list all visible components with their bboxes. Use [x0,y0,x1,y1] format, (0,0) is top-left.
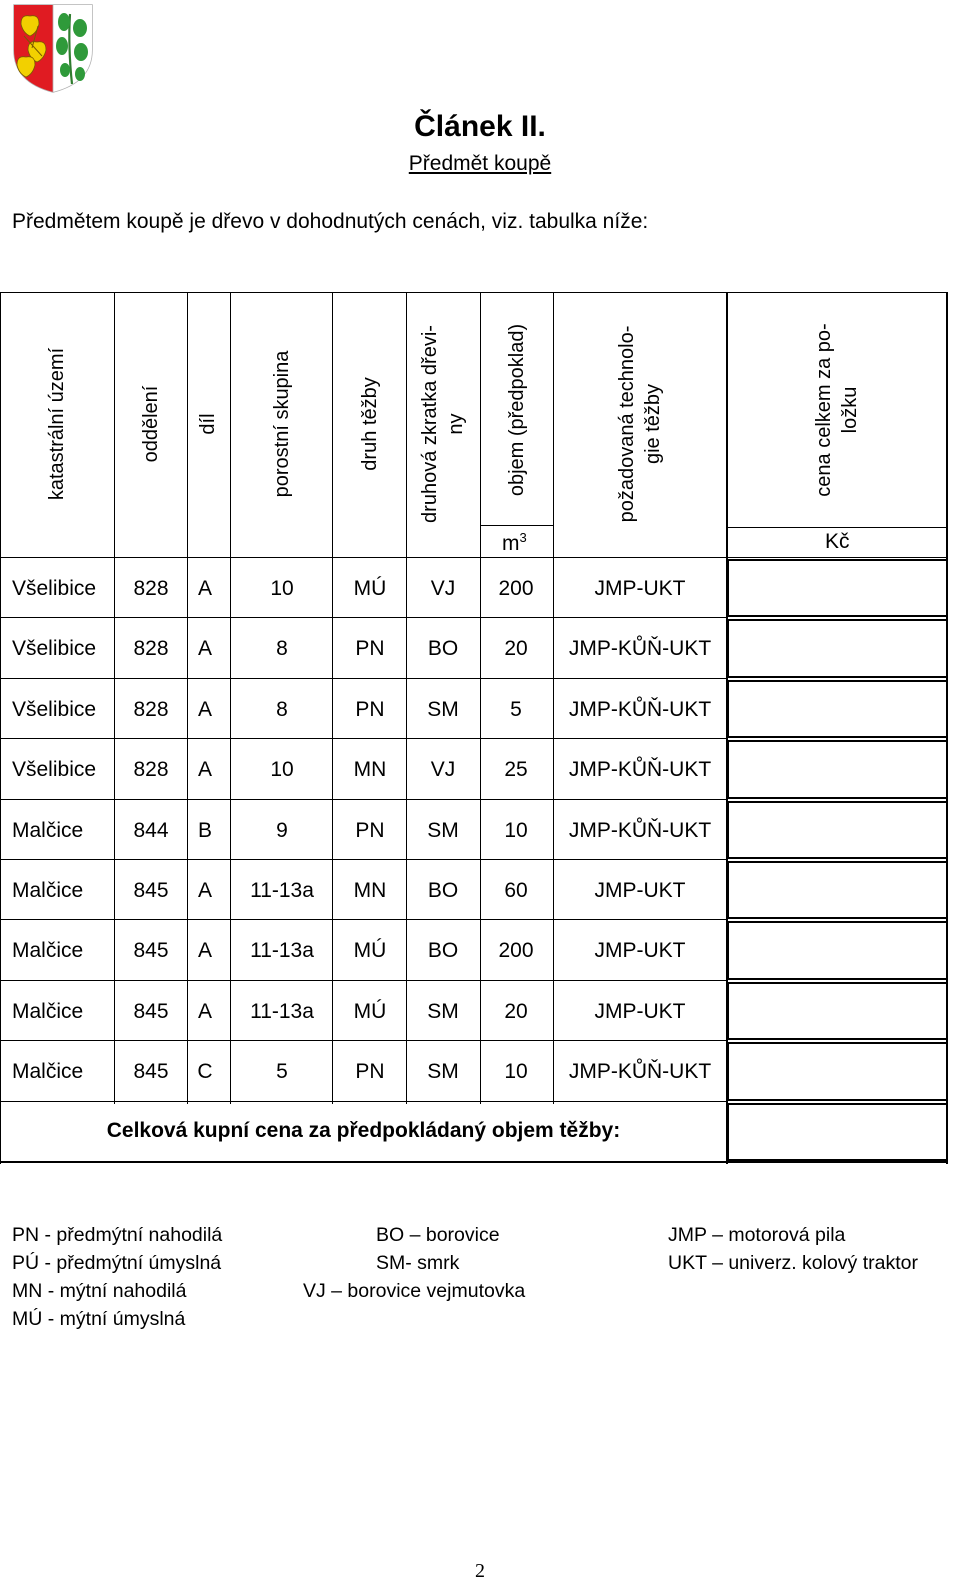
cell-technologie: JMP-KŮŇ-UKT [568,758,712,782]
table-header-divider [480,525,554,526]
price-input-cell [727,861,948,919]
cell-dil: A [197,697,213,721]
cell-technologie: JMP-KŮŇ-UKT [568,637,712,661]
cell-porost: 5 [276,1060,288,1084]
cell-oddeleni: 845 [133,999,169,1023]
header-katastr: katastrální území [46,347,68,501]
row-divider [0,1101,727,1102]
price-input-cell [727,619,948,677]
price-input-cell [727,921,948,979]
price-input-cell [727,801,948,859]
cell-oddeleni: 828 [133,697,169,721]
header-oddeleni: oddělení [140,385,162,463]
cell-technologie: JMP-KŮŇ-UKT [568,818,712,842]
header-drevina-line1: druhová zkratka dřevi- [419,325,441,523]
article-title: Článek II. [414,110,546,143]
cell-oddeleni: 845 [133,939,169,963]
legend-item: PN - předmýtní nahodilá [12,1224,223,1246]
cell-dil: A [197,637,213,661]
table-col-divider [187,292,188,1104]
row-divider [0,980,727,981]
price-input-cell [727,1042,948,1100]
cell-technologie: JMP-UKT [594,999,686,1023]
row-divider [0,799,727,800]
cell-porost: 11-13a [250,999,314,1023]
cell-dil: B [197,818,213,842]
legend-harvest-types [12,1221,222,1333]
table-border-top [0,292,948,293]
price-input-cell [727,680,948,738]
legend-item: VJ – borovice vejmutovka [303,1280,526,1302]
header-druh-tezby: druh těžby [359,377,381,471]
total-price-cell [727,1103,948,1161]
cell-objem: 200 [498,939,534,963]
cell-technologie: JMP-UKT [594,879,686,902]
cell-katastr: Malčice [12,999,84,1023]
objem-unit-base: m [502,532,520,555]
cell-katastr: Malčice [12,879,84,902]
cell-objem: 20 [504,637,528,661]
total-price-label: Celková kupní cena za předpokládaný objem těžby: [106,1118,621,1142]
cell-druh: PN [355,1060,385,1084]
table-header-divider [727,527,948,528]
cell-dil: A [197,879,213,902]
header-technologie-line1: požadovaná technolo- [616,325,638,523]
cell-druh: PN [355,637,385,661]
legend-item: JMP – motorová pila [668,1224,846,1246]
cell-drevina: SM [427,1060,459,1084]
legend-item: SM- smrk [376,1252,460,1274]
cell-oddeleni: 845 [133,879,169,902]
cell-drevina: SM [427,697,459,721]
cell-porost: 11-13a [250,939,314,963]
cell-drevina: BO [427,637,459,661]
cell-druh: MN [353,758,387,782]
price-input-cell [727,740,948,798]
cell-drevina: BO [427,939,459,963]
row-divider [0,617,727,618]
cell-katastr: Všelibice [12,758,97,782]
header-cena [811,323,863,496]
cell-objem: 10 [504,818,528,842]
cell-drevina: BO [427,879,459,902]
cell-druh: PN [355,697,385,721]
cell-drevina: VJ [430,758,456,782]
page-number: 2 [475,1560,485,1582]
cell-technologie: JMP-KŮŇ-UKT [568,697,712,721]
cell-porost: 8 [276,637,288,661]
header-cena-line1: cena celkem za po- [813,323,835,497]
table-col-divider [553,292,554,1104]
cell-objem: 25 [504,758,528,782]
cell-porost: 8 [276,697,288,721]
legend-tree-species [303,1221,525,1305]
cell-porost: 9 [276,818,288,842]
cell-objem: 10 [504,1060,528,1084]
cell-objem: 200 [498,577,534,600]
table-col-divider [114,292,115,1104]
cell-dil: A [197,758,213,782]
header-technologie-line2: gie těžby [642,383,664,465]
row-divider [0,1040,727,1041]
row-divider [0,738,727,739]
cell-objem: 20 [504,999,528,1023]
legend-item: BO – borovice [376,1224,500,1246]
cell-dil: A [197,577,213,600]
legend-item: UKT – univerz. kolový traktor [668,1252,918,1274]
coat-of-arms-logo [10,2,96,94]
row-divider [0,919,727,920]
header-drevina-line2: ny [445,413,467,435]
cell-oddeleni: 828 [133,637,169,661]
cell-dil: A [197,999,213,1023]
legend-item: MN - mýtní nahodilá [12,1280,187,1302]
cell-oddeleni: 845 [133,1060,169,1084]
header-drevina [417,325,469,523]
cell-objem: 5 [510,697,522,721]
cell-druh: PN [355,818,385,842]
cell-dil: C [197,1060,213,1084]
legend-technology [668,1221,918,1277]
cell-katastr: Malčice [12,939,84,963]
cell-drevina: SM [427,999,459,1023]
cell-druh: MÚ [353,999,387,1023]
table-border-bottom [0,1161,948,1163]
cell-objem: 60 [504,879,528,902]
cell-technologie: JMP-UKT [594,939,686,963]
header-cena-unit: Kč [825,530,850,553]
header-porost: porostní skupina [271,350,293,498]
header-objem-unit [502,530,527,556]
cell-porost: 10 [270,758,294,782]
objem-unit-sup: 3 [519,530,527,545]
cell-druh: MN [353,879,387,902]
table-border-left [0,292,1,1164]
cell-porost: 11-13a [250,879,314,902]
cell-oddeleni: 828 [133,758,169,782]
cell-katastr: Všelibice [12,697,97,721]
table-header-bottom [0,557,948,558]
table-col-divider [230,292,231,1104]
cell-drevina: VJ [430,577,456,600]
cell-dil: A [197,939,213,963]
row-divider [0,859,727,860]
row-divider [0,678,727,679]
cell-porost: 10 [270,577,294,600]
cell-katastr: Malčice [12,818,84,842]
cell-druh: MÚ [353,939,387,963]
cell-oddeleni: 828 [133,577,169,600]
table-col-divider [406,292,407,1104]
cell-druh: MÚ [353,577,387,600]
legend-item: MÚ - mýtní úmyslná [12,1308,186,1330]
price-input-cell [727,559,948,617]
cell-technologie: JMP-UKT [594,577,686,600]
header-cena-line2: ložku [839,386,861,434]
legend-item: PÚ - předmýtní úmyslná [12,1252,222,1274]
header-technologie [614,326,666,523]
header-dil: díl [197,413,219,435]
table-col-divider [332,292,333,1104]
cell-technologie: JMP-KŮŇ-UKT [568,1060,712,1084]
cell-drevina: SM [427,818,459,842]
intro-text: Předmětem koupě je dřevo v dohodnutých cenách, viz. tabulka níže: [12,210,649,233]
cell-katastr: Všelibice [12,637,97,661]
cell-katastr: Všelibice [12,577,97,600]
cell-katastr: Malčice [12,1060,84,1084]
table-col-divider [480,292,481,1104]
header-objem: objem (předpoklad) [506,323,528,497]
price-input-cell [727,982,948,1040]
cell-oddeleni: 844 [133,818,169,842]
article-subtitle: Předmět koupě [408,152,552,175]
